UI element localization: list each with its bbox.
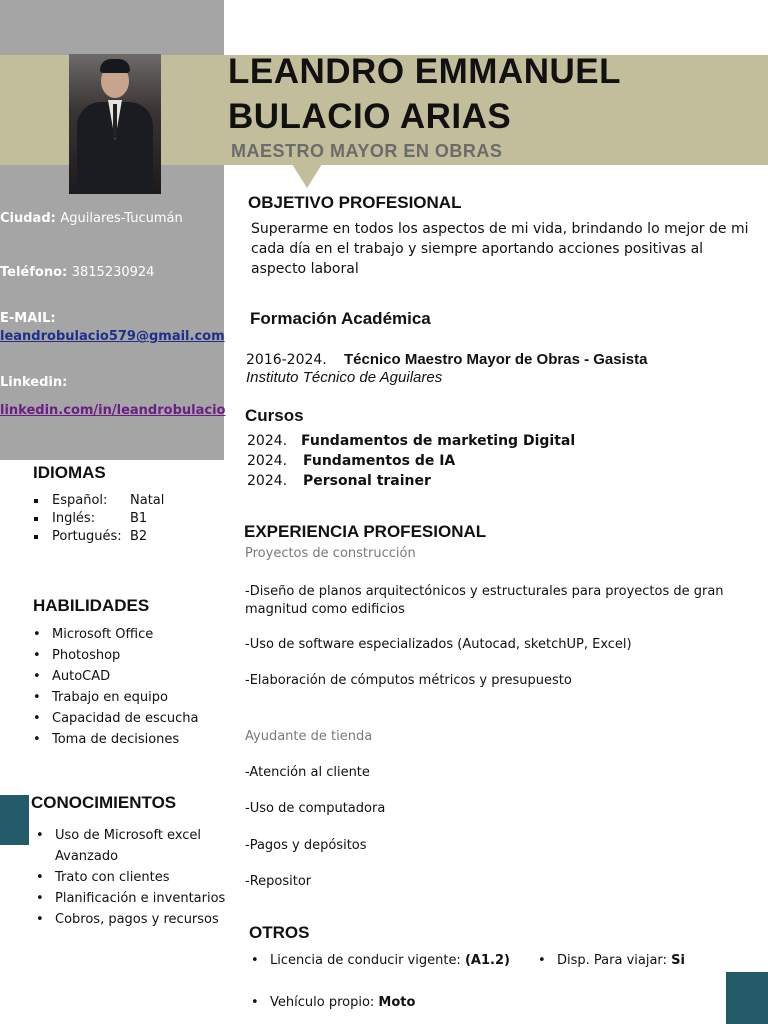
habilidades-title: HABILIDADES	[33, 596, 150, 615]
list-item: • Cobros, pagos y recursos	[33, 909, 229, 930]
job2-title: Ayudante de tienda	[245, 729, 373, 744]
list-item: • Planificación e inventarios	[33, 888, 229, 909]
list-item: • AutoCAD	[30, 666, 220, 687]
formacion-entry	[246, 349, 647, 368]
formacion-institution: Instituto Técnico de Aguilares	[246, 369, 443, 386]
idiomas-list	[30, 492, 164, 546]
list-item: • Microsoft Office	[30, 624, 220, 645]
job-title: MAESTRO MAYOR EN OBRAS	[231, 141, 503, 161]
conocimientos-title: CONOCIMIENTOS	[31, 793, 177, 812]
experiencia-title: EXPERIENCIA PROFESIONAL	[244, 522, 487, 541]
list-item: • Licencia de conducir vigente: (A1.2)	[248, 950, 510, 971]
list-item: • Toma de decisiones	[30, 729, 220, 750]
otros-list-left	[248, 950, 510, 971]
city-label: Ciudad:	[0, 211, 56, 226]
city-value: Aguilares-Tucumán	[60, 211, 183, 226]
job2-item: -Pagos y depósitos	[245, 838, 367, 853]
otros-list-vehicle	[248, 992, 415, 1013]
objetivo-text: Superarme en todos los aspectos de mi vida, brindando lo mejor de mi cada día en el trabajo y siempre aportando acciones positivas al aspecto laboral	[251, 221, 749, 277]
list-item: Portugués: B2	[30, 528, 164, 546]
cursos-list	[247, 431, 575, 491]
cursos-title: Cursos	[245, 406, 304, 425]
list-item: 2024. Fundamentos de IA	[247, 453, 456, 469]
job2-item: -Uso de computadora	[245, 801, 386, 816]
list-item: • Photoshop	[30, 645, 220, 666]
profile-photo	[69, 54, 161, 194]
list-item: Inglés: B1	[30, 510, 164, 528]
list-item: • Uso de Microsoft excel Avanzado	[33, 825, 229, 867]
objetivo-title: OBJETIVO PROFESIONAL	[248, 193, 462, 212]
idiomas-title: IDIOMAS	[33, 463, 106, 482]
list-item: • Trato con clientes	[33, 867, 229, 888]
list-item: • Capacidad de escucha	[30, 708, 220, 729]
phone-value: 3815230924	[71, 265, 155, 280]
job2-item: -Repositor	[245, 874, 312, 889]
list-item: • Disp. Para viajar: Si	[535, 950, 685, 971]
habilidades-list	[30, 624, 220, 750]
decorative-block-right	[726, 972, 768, 1024]
list-item: • Trabajo en equipo	[30, 687, 220, 708]
linkedin-link[interactable]: linkedin.com/in/leandrobulacio	[0, 403, 226, 418]
email-label: E-MAIL:	[0, 311, 56, 326]
formacion-title: Formación Académica	[250, 309, 431, 328]
list-item: • Vehículo propio: Moto	[248, 992, 415, 1013]
name-line-2: BULACIO ARIAS	[228, 97, 512, 136]
otros-list-right	[535, 950, 685, 971]
conocimientos-list	[33, 825, 229, 930]
list-item: 2024. Fundamentos de marketing Digital	[247, 433, 576, 449]
list-item: Español: Natal	[30, 492, 164, 510]
decorative-block-left	[0, 795, 29, 845]
formacion-years: 2016-2024.	[246, 352, 327, 368]
header-arrow-decoration	[292, 164, 322, 188]
email-link[interactable]: leandrobulacio579@gmail.com	[0, 329, 225, 344]
formacion-degree: Técnico Maestro Mayor de Obras - Gasista	[344, 351, 648, 368]
name-line-1: LEANDRO EMMANUEL	[228, 52, 621, 91]
list-item: 2024. Personal trainer	[247, 473, 431, 489]
job1-title: Proyectos de construcción	[245, 546, 416, 561]
job1-item: -Uso de software especializados (Autocad, sketchUP, Excel)	[245, 637, 632, 652]
linkedin-label: Linkedin:	[0, 375, 68, 390]
contact-city	[0, 211, 183, 226]
phone-label: Teléfono:	[0, 265, 68, 280]
job1-item: -Elaboración de cómputos métricos y presupuesto	[245, 673, 572, 688]
job1-item: -Diseño de planos arquitectónicos y estructurales para proyectos de gran magnitud como edificios	[245, 584, 724, 617]
otros-title: OTROS	[249, 923, 310, 942]
contact-phone	[0, 265, 154, 280]
job2-item: -Atención al cliente	[245, 765, 370, 780]
